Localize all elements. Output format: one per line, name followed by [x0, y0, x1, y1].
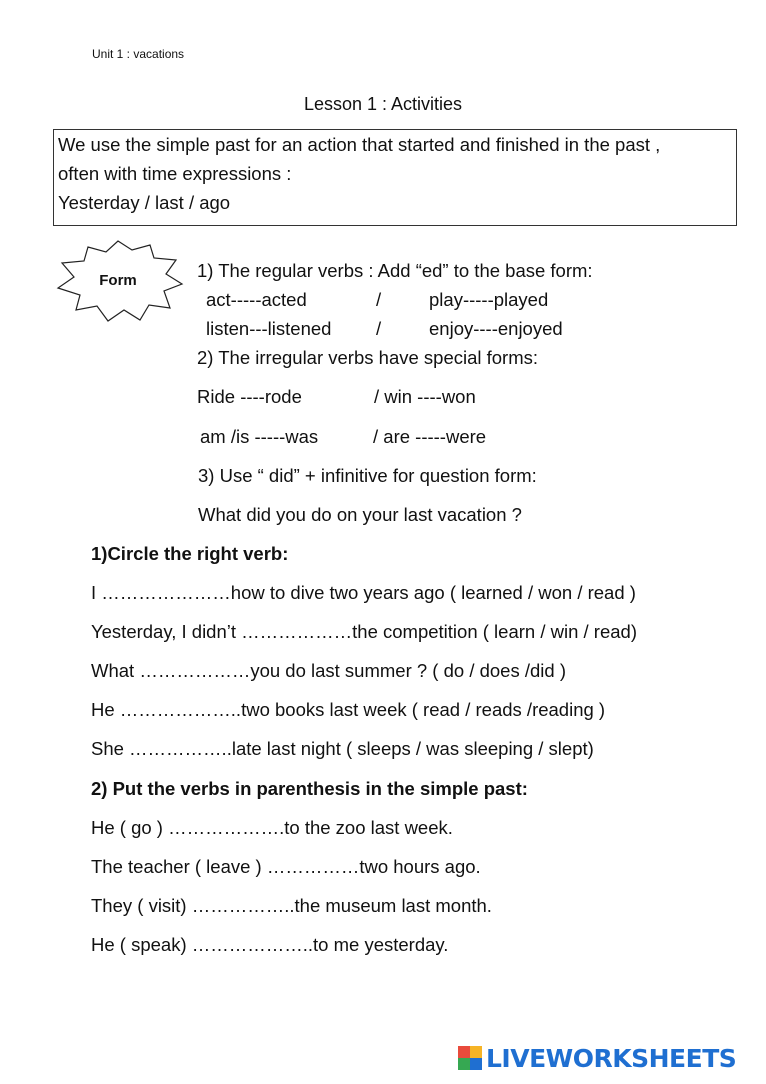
irregular-example-2-right: / are -----were: [373, 426, 487, 447]
regular-example-2-right: enjoy----enjoyed: [429, 318, 563, 339]
rule-line-1: We use the simple past for an action that started and finished in the past ,: [58, 134, 661, 155]
regular-example-2-sep: /: [376, 318, 382, 339]
question-form-example: What did you do on your last vacation ?: [198, 504, 522, 525]
form-badge-label: Form: [99, 272, 137, 289]
exercise-1-item-2: Yesterday, I didn’t ………………the competition ( learn / win / read): [91, 621, 637, 642]
exercise-2-item-4: He ( speak) ………………..to me yesterday.: [91, 934, 449, 955]
exercise-1-item-5: She ……………..late last night ( sleeps / was sleeping / slept): [91, 738, 594, 759]
liveworksheets-branding: [458, 1044, 736, 1072]
regular-example-1-sep: /: [376, 289, 382, 310]
rule-line-2: often with time expressions :: [58, 163, 292, 184]
exercise-2-item-3: They ( visit) ……………..the museum last month.: [91, 895, 492, 916]
lesson-title: Lesson 1 : Activities: [303, 94, 463, 114]
irregular-example-1-right: / win ----won: [374, 386, 476, 407]
regular-example-2-left: listen---listened: [206, 318, 332, 339]
question-form-heading: 3) Use “ did” + infinitive for question form:: [198, 465, 537, 486]
exercise-2-item-2: The teacher ( leave ) ……………two hours ago.: [91, 856, 481, 877]
liveworksheets-wordmark: LIVEWORKSHEETS: [486, 1043, 737, 1073]
unit-label: Unit 1 : vacations: [92, 47, 185, 61]
rule-line-3: Yesterday / last / ago: [58, 192, 231, 213]
form-badge: [52, 238, 184, 324]
irregular-verbs-heading: 2) The irregular verbs have special forms:: [197, 347, 539, 368]
regular-example-1-right: play-----played: [429, 289, 549, 310]
exercise-1-item-1: I …………………how to dive two years ago ( learned / won / read ): [91, 582, 636, 603]
exercise-2-item-1: He ( go ) ……………….to the zoo last week.: [91, 817, 453, 838]
exercise-2-title: 2) Put the verbs in parenthesis in the simple past:: [91, 778, 528, 799]
irregular-example-1-left: Ride ----rode: [197, 386, 302, 407]
liveworksheets-logo-icon: [458, 1046, 482, 1070]
exercise-1-title: 1)Circle the right verb:: [91, 543, 289, 564]
regular-verbs-heading: 1) The regular verbs : Add “ed” to the base form:: [197, 260, 593, 281]
exercise-1-item-4: He ………………..two books last week ( read / reads /reading ): [91, 699, 606, 720]
irregular-example-2-left: am /is -----was: [200, 426, 319, 447]
regular-example-1-left: act-----acted: [206, 289, 307, 310]
exercise-1-item-3: What ………………you do last summer ? ( do / does /did ): [91, 660, 566, 681]
